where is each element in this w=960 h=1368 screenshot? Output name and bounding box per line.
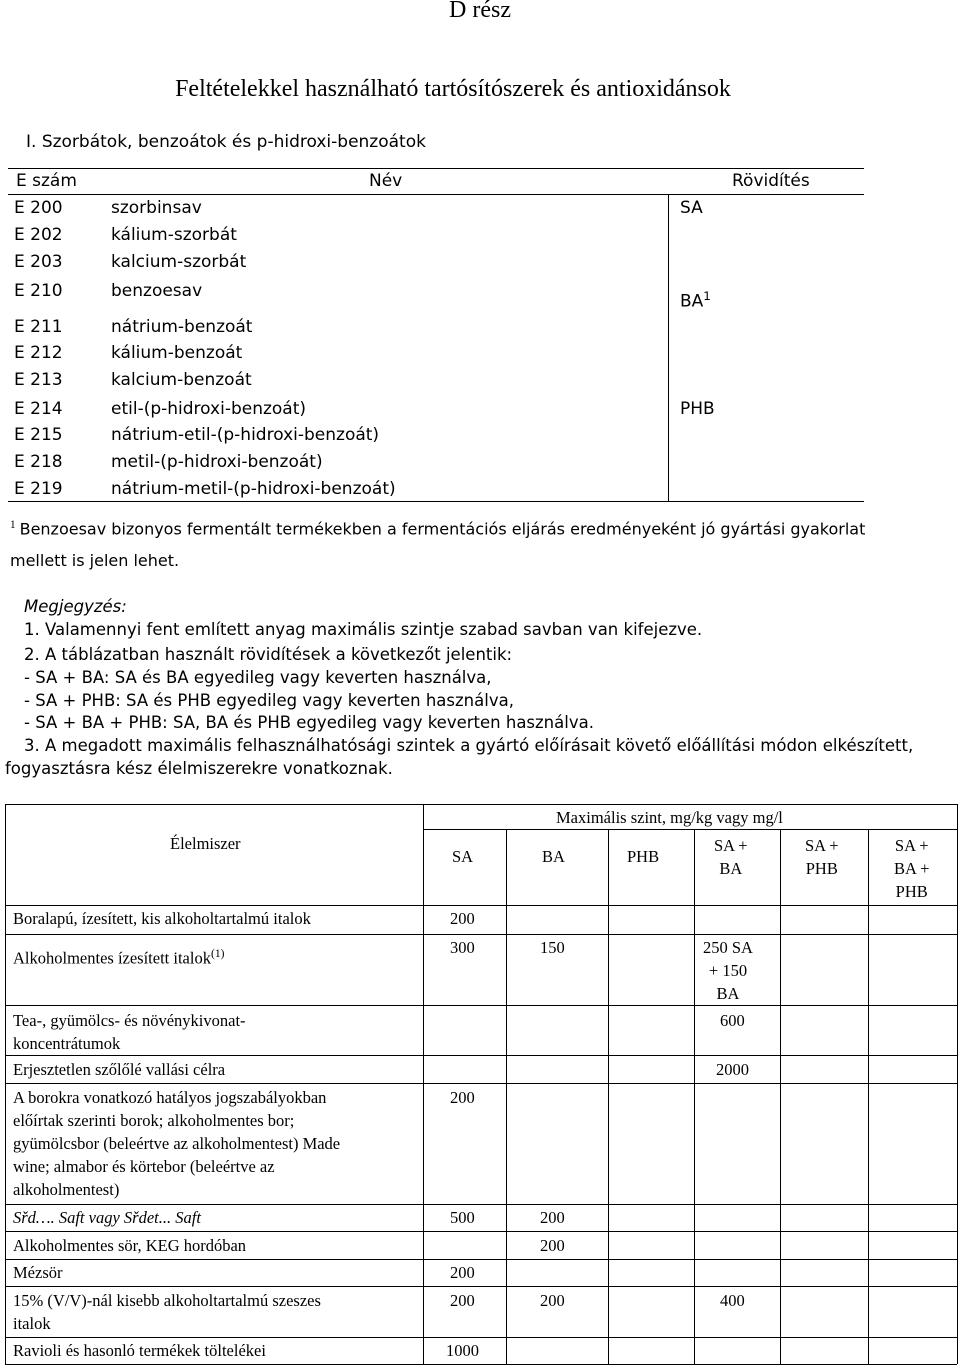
col-header-phb: PHB bbox=[627, 847, 660, 866]
footnote-line: mellett is jelen lehet. bbox=[10, 551, 180, 570]
table-rule bbox=[5, 1286, 957, 1287]
col-header-ba: BA bbox=[542, 847, 565, 866]
additive-name: nátrium-metil-(p-hidroxi-benzoát) bbox=[111, 479, 396, 499]
col-header-sa-ba: SA + BA bbox=[714, 836, 748, 878]
col-header-abbreviation: Rövidítés bbox=[732, 171, 810, 191]
footnote-line: $^1$ Benzoesav bizonyos fermentált termékekben a fermentációs eljárás eredményeként jó gyártási gyakorlat bbox=[10, 519, 866, 539]
table-rule bbox=[868, 829, 869, 1364]
table-rule bbox=[5, 934, 957, 935]
page-title: Feltételekkel használható tartósítószerek és antioxidánsok bbox=[175, 76, 731, 102]
section-heading: I. Szorbátok, benzoátok és p-hidroxi-benzoátok bbox=[26, 132, 426, 152]
table-rule bbox=[8, 194, 864, 195]
food-header: Élelmiszer bbox=[170, 834, 241, 853]
food-name: 15% (V/V)-nál kisebb alkoholtartalmú szeszes italok bbox=[13, 1291, 321, 1333]
abbreviation-phb: PHB bbox=[680, 399, 715, 419]
ba-value: 150 bbox=[540, 938, 565, 957]
col-header-sa-ba-phb: SA + BA + PHB bbox=[894, 836, 930, 901]
e-number: E 200 bbox=[14, 198, 63, 218]
table-rule bbox=[5, 804, 6, 1364]
sa-value: 200 bbox=[450, 1263, 475, 1282]
col-header-name: Név bbox=[369, 171, 403, 191]
table-rule bbox=[5, 1005, 957, 1006]
additive-name: kalcium-szorbát bbox=[111, 252, 247, 272]
table-rule bbox=[5, 804, 957, 805]
sa-value: 1000 bbox=[446, 1341, 479, 1360]
col-header-sa: SA bbox=[452, 847, 474, 866]
food-name: Mézsör bbox=[13, 1263, 63, 1282]
table-rule bbox=[5, 905, 957, 906]
ba-value: 200 bbox=[540, 1291, 565, 1310]
e-number: E 210 bbox=[14, 281, 63, 301]
table-rule bbox=[5, 1364, 957, 1365]
abbreviation-sa: SA bbox=[680, 198, 703, 218]
sa-value: 200 bbox=[450, 1088, 475, 1107]
table-rule bbox=[5, 1083, 957, 1084]
ba-value: 200 bbox=[540, 1236, 565, 1255]
e-number: E 203 bbox=[14, 252, 63, 272]
notes-heading: Megjegyzés: bbox=[24, 597, 127, 616]
table-rule bbox=[608, 829, 609, 1364]
additive-name: nátrium-benzoát bbox=[111, 317, 253, 337]
table-rule bbox=[5, 1337, 957, 1338]
food-name: Erjesztetlen szőlőlé vallási célra bbox=[13, 1060, 226, 1079]
note-line: 3. A megadott maximális felhasználhatósági szintek a gyártó előírásait követő előállítási módon elkészített, bbox=[24, 736, 914, 755]
sa-ba-value: 600 bbox=[720, 1011, 745, 1030]
additive-name: nátrium-etil-(p-hidroxi-benzoát) bbox=[111, 425, 380, 445]
sa-ba-value: 250 SA + 150 BA bbox=[703, 938, 753, 1003]
table-rule bbox=[668, 194, 669, 501]
note-line: - SA + BA + PHB: SA, BA és PHB egyedileg vagy keverten használva. bbox=[24, 713, 594, 732]
additive-name: benzoesav bbox=[111, 281, 203, 301]
food-name: Ravioli és hasonló termékek töltelékei bbox=[13, 1341, 266, 1360]
food-name: Tea-, gyümölcs- és növénykivonat- koncentrátumok bbox=[13, 1011, 246, 1053]
e-number: E 211 bbox=[14, 317, 63, 337]
table-rule bbox=[8, 501, 864, 502]
col-header-sa-phb: SA + PHB bbox=[805, 836, 839, 878]
table-rule bbox=[5, 1055, 957, 1056]
food-name: Boralapú, ízesített, kis alkoholtartalmú italok bbox=[13, 909, 311, 928]
e-number: E 218 bbox=[14, 452, 63, 472]
e-number: E 213 bbox=[14, 370, 63, 390]
table-rule bbox=[5, 1259, 957, 1260]
part-title: D rész bbox=[449, 0, 511, 23]
footnote-mark: 1 bbox=[10, 519, 16, 531]
food-name: A borokra vonatkozó hatályos jogszabályokban előírtak szerinti borok; alkoholmentes bor; gyümölcsbor (beleértve az alkoholmentest) Made wine; almabor és körtebor (beleértve az alkoholmentest) bbox=[13, 1088, 341, 1199]
sa-value: 200 bbox=[450, 1291, 475, 1310]
additive-name: etil-(p-hidroxi-benzoát) bbox=[111, 399, 307, 419]
footnote-mark: (1) bbox=[210, 948, 225, 960]
footnote-mark: 1 bbox=[703, 289, 711, 303]
max-level-header: Maximális szint, mg/kg vagy mg/l bbox=[556, 808, 783, 827]
table-rule bbox=[694, 829, 695, 1364]
food-name: Alkoholmentes ízesített italok$^{(1)}$ bbox=[13, 948, 225, 968]
table-rule bbox=[8, 168, 864, 169]
additive-name: kálium-szorbát bbox=[111, 225, 237, 245]
note-line: 1. Valamennyi fent említett anyag maximális szintje szabad savban van kifejezve. bbox=[24, 620, 703, 639]
abbreviation-ba: $BA^1$ bbox=[680, 289, 711, 312]
note-line: 2. A táblázatban használt rövidítések a következőt jelentik: bbox=[24, 645, 513, 664]
table-rule bbox=[5, 1204, 957, 1205]
additive-name: szorbinsav bbox=[111, 198, 202, 218]
table-rule bbox=[957, 804, 958, 1364]
additive-name: kálium-benzoát bbox=[111, 343, 243, 363]
table-rule bbox=[423, 829, 957, 830]
note-line: fogyasztásra kész élelmiszerekre vonatkoznak. bbox=[5, 759, 393, 778]
food-name: Alkoholmentes sör, KEG hordóban bbox=[13, 1236, 247, 1255]
col-header-e-number: E szám bbox=[16, 171, 77, 191]
e-number: E 215 bbox=[14, 425, 63, 445]
e-number: E 219 bbox=[14, 479, 63, 499]
table-rule bbox=[423, 804, 424, 1364]
e-number: E 202 bbox=[14, 225, 63, 245]
sa-ba-value: 400 bbox=[720, 1291, 745, 1310]
table-rule bbox=[506, 829, 507, 1364]
ba-value: 200 bbox=[540, 1208, 565, 1227]
e-number: E 212 bbox=[14, 343, 63, 363]
additive-name: metil-(p-hidroxi-benzoát) bbox=[111, 452, 323, 472]
table-rule bbox=[780, 829, 781, 1364]
sa-ba-value: 2000 bbox=[716, 1060, 749, 1079]
sa-value: 200 bbox=[450, 909, 475, 928]
additive-name: kalcium-benzoát bbox=[111, 370, 252, 390]
table-rule bbox=[5, 1231, 957, 1232]
e-number: E 214 bbox=[14, 399, 63, 419]
note-line: - SA + PHB: SA és PHB egyedileg vagy keverten használva, bbox=[24, 691, 514, 710]
note-line: - SA + BA: SA és BA egyedileg vagy keverten használva, bbox=[24, 668, 492, 687]
sa-value: 300 bbox=[450, 938, 475, 957]
food-name: Sřd…. Saft vagy Sřdet... Saft bbox=[13, 1208, 201, 1227]
sa-value: 500 bbox=[450, 1208, 475, 1227]
